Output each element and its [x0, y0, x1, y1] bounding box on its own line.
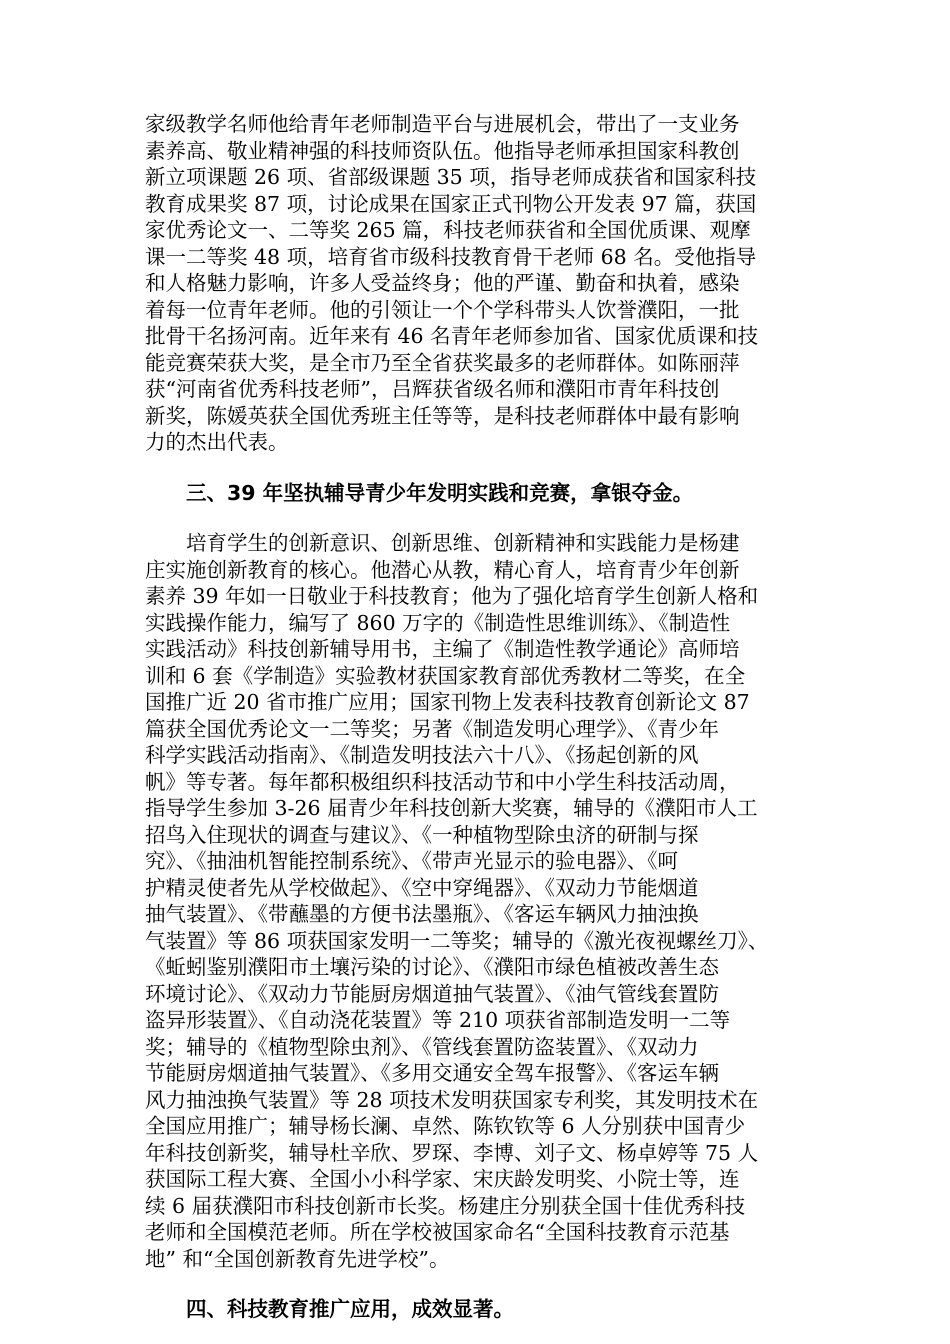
text-line: 素养 39 年如一日敬业于科技教育；他为了强化培育学生创新人格和 — [145, 584, 759, 608]
text-line: 家优秀论文一、二等奖 265 篇，科技老师获省和全国优质课、观摩 — [145, 218, 751, 242]
text-line: 批骨干名扬河南。近年来有 46 名青年老师参加省、国家优质课和技 — [145, 324, 759, 348]
text-line: 气装置》等 86 项获国家发明一二等奖；辅导的《激光夜视螺丝刀》、 — [145, 928, 769, 953]
text-line: 节能厨房烟道抽气装置》、《多用交通安全驾车报警》、《客运车辆 — [145, 1061, 719, 1085]
text-line: 篇获全国优秀论文一二等奖；另著《制造发明心理学》、《青少年 — [145, 716, 719, 741]
paragraph-gap — [145, 1272, 805, 1296]
text-line: 环境讨论》、《双动力节能厨房烟道抽气装置》、《油气管线套置防 — [145, 981, 719, 1006]
text-line: 招鸟入住现状的调查与建议》、《一种植物型除虫济的研制与探 — [145, 822, 699, 847]
text-line: 力的杰出代表。 — [145, 430, 289, 454]
text-line: 训和 6 套《学制造》实验教材获国家教育部优秀教材二等奖，在全 — [145, 663, 746, 688]
text-line: 素养高、敬业精神强的科技师资队伍。他指导老师承担国家科教创 — [145, 138, 740, 163]
text-line: 家级教学名师他给青年老师制造平台与进展机会，带出了一支业务 — [145, 112, 740, 136]
text-line: 国推广近 20 省市推广应用；国家刊物上发表科技教育创新论文 87 — [145, 690, 750, 714]
section-heading-four: 四、科技教育推广应用，成效显著。 — [186, 1297, 514, 1321]
text-line: 老师和全国模范老师。所在学校被国家命名“全国科技教育示范基 — [145, 1220, 730, 1244]
paragraph-section-two-tail — [145, 111, 805, 456]
text-line: 抽气装置》、《带蘸墨的方便书法墨瓶》、《客运车辆风力抽浊换 — [145, 902, 699, 926]
text-line: 获国际工程大赛、全国小小科学家、宋庆龄发明奖、小院士等，连 — [145, 1167, 740, 1191]
text-line: 盗异形装置》、《自动浇花装置》等 210 项获省部制造发明一二等 — [145, 1008, 731, 1032]
paragraph-section-three — [145, 530, 805, 1272]
text-line: 科学实践活动指南》、《制造发明技法六十八》、《扬起创新的风 — [145, 743, 699, 767]
text-line: 获“河南省优秀科技老师”，吕辉获省级名师和濮阳市青年科技创 — [145, 377, 720, 401]
text-line: 着每一位青年老师。他的引领让一个个学科带头人饮誉濮阳，一批 — [145, 297, 740, 322]
section-heading-three: 三、39 年坚执辅导青少年发明实践和竞赛，拿银夺金。 — [186, 480, 694, 505]
text-line: 能竞赛荣获大奖，是全市乃至全省获奖最多的老师群体。如陈丽萍 — [145, 350, 740, 375]
text-line: 帆》等专著。每年都积极组织科技活动节和中小学生科技活动周， — [145, 769, 740, 794]
text-line: 风力抽浊换气装置》等 28 项技术发明获国家专利奖，其发明技术在 — [145, 1087, 759, 1112]
text-line: 全国应用推广；辅导杨长澜、卓然、陈钦钦等 6 人分别获中国青少 — [145, 1114, 746, 1138]
text-line: 和人格魅力影响，许多人受益终身；他的严谨、勤奋和执着，感染 — [145, 271, 740, 295]
text-line: 实践操作能力，编写了 860 万字的《制造性思维训练》、《制造性 — [145, 610, 731, 635]
text-line: 新立项课题 26 项、省部级课题 35 项，指导老师成获省和国家科技 — [145, 165, 757, 189]
text-line: 教育成果奖 87 项，讨论成果在国家正式刊物公开发表 97 篇，获国 — [145, 191, 757, 216]
text-line: 课一二等奖 48 项，培育省市级科技教育骨干老师 68 名。受他指导 — [145, 244, 757, 269]
paragraph-gap — [145, 506, 805, 530]
text-line: 究》、《抽油机智能控制系统》、《带声光显示的验电器》、《呵 — [145, 849, 678, 873]
document-page — [145, 111, 805, 1323]
text-line: 护精灵使者先从学校做起》、《空中穿绳器》、《双动力节能烟道 — [145, 875, 699, 900]
text-line: 实践活动》科技创新辅导用书，主编了《制造性教学通论》高师培 — [145, 637, 740, 661]
text-line: 年科技创新奖，辅导杜辛欣、罗琛、李博、刘子文、杨卓婷等 75 人 — [145, 1140, 759, 1165]
text-line: 指导学生参加 3-26 届青少年科技创新大奖赛，辅导的《濮阳市人工 — [145, 796, 758, 820]
text-line: 培育学生的创新意识、创新思维、创新精神和实践能力是杨建 — [186, 531, 740, 555]
text-line: 庄实施创新教育的核心。他潜心从教，精心育人，培育青少年创新 — [145, 557, 740, 582]
text-line: 地” 和“全国创新教育先进学校”。 — [145, 1246, 450, 1271]
text-line: 奖；辅导的《植物型除虫剂》、《管线套置防盗装置》、《双动力 — [145, 1034, 699, 1059]
text-line: 续 6 届获濮阳市科技创新市长奖。杨建庄分别获全国十佳优秀科技 — [145, 1193, 746, 1218]
text-line: 《蚯蚓鉴别濮阳市土壤污染的讨论》、《濮阳市绿色植被改善生态 — [145, 955, 719, 979]
text-line: 新奖，陈媛英获全国优秀班主任等等，是科技老师群体中最有影响 — [145, 403, 740, 428]
paragraph-gap — [145, 456, 805, 480]
